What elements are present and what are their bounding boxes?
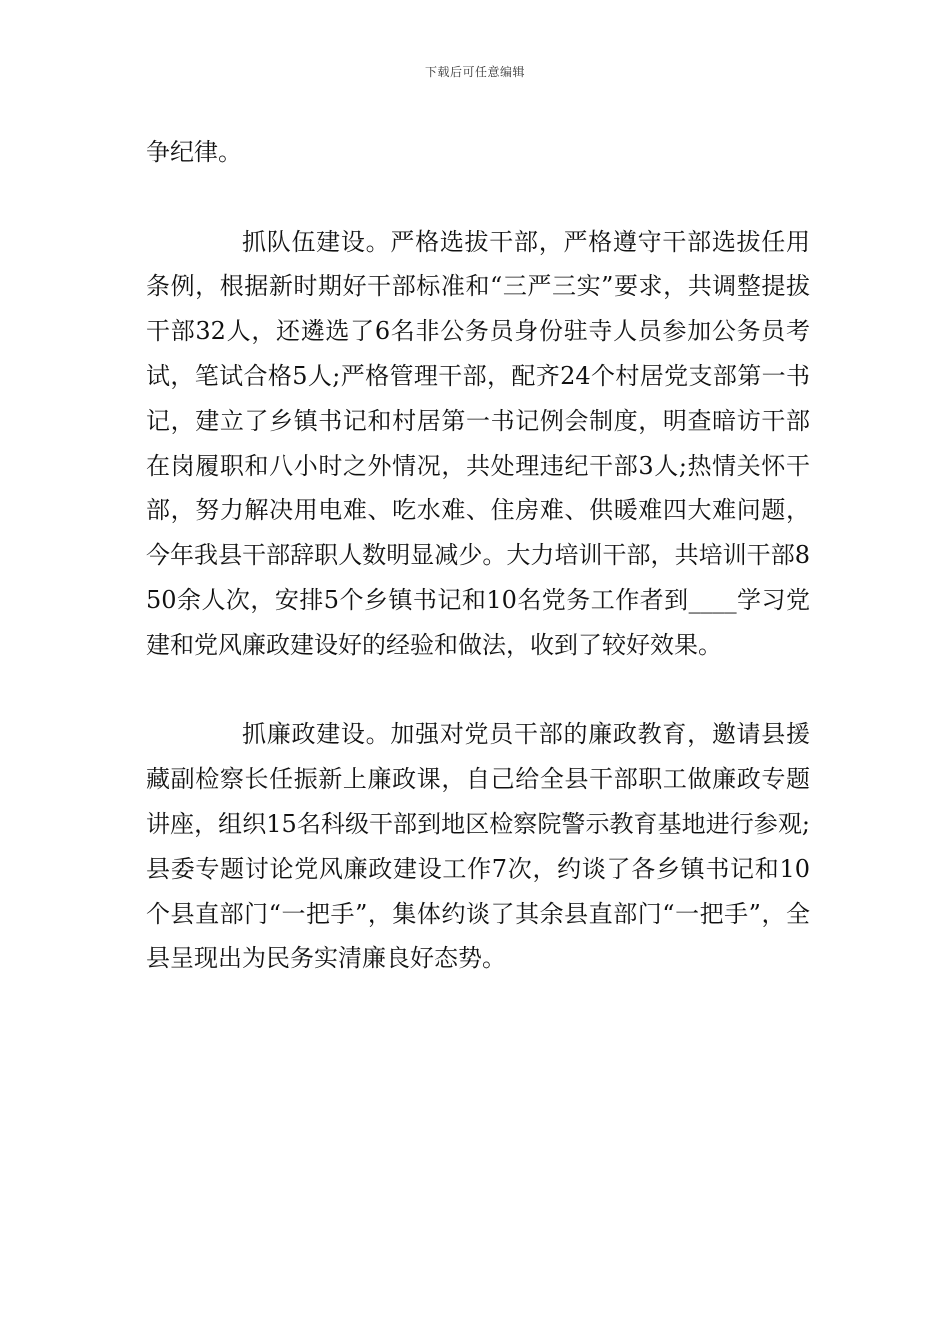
paragraph-integrity-building: 抓廉政建设。加强对党员干部的廉政教育，邀请县援藏副检察长任振新上廉政课，自己给全县干部职工做廉政专题讲座，组织15名科级干部到地区检察院警示教育基地进行参观;县委专题讨论党风廉政建设工作7次，约谈了各乡镇书记和10个县直部门“一把手”，集体约谈了其余县直部门“一把手”，全县呈现出为民务实清廉良好态势。 <box>146 720 810 973</box>
paragraph-team-building: 抓队伍建设。严格选拔干部，严格遵守干部选拔任用条例，根据新时期好干部标准和“三严三实”要求，共调整提拔干部32人，还遴选了6名非公务员身份驻寺人员参加公务员考试，笔试合格5人;严格管理干部，配齐24个村居党支部第一书记，建立了乡镇书记和村居第一书记例会制度，明查暗访干部在岗履职和八小时之外情况，共处理违纪干部3人;热情关怀干部，努力解决用电难、吃水难、住房难、供暖难四大难问题，今年我县干部辞职人数明显减少。大力培训干部，共培训干部850余人次，安排5个乡镇书记和10名党务工作者到____学习党建和党风廉政建设好的经验和做法，收到了较好效果。 <box>146 227 810 659</box>
page-header: 下载后可任意编辑 <box>424 65 525 79</box>
document-body <box>146 130 810 1026</box>
paragraph-continuation: 争纪律。 <box>146 138 242 166</box>
